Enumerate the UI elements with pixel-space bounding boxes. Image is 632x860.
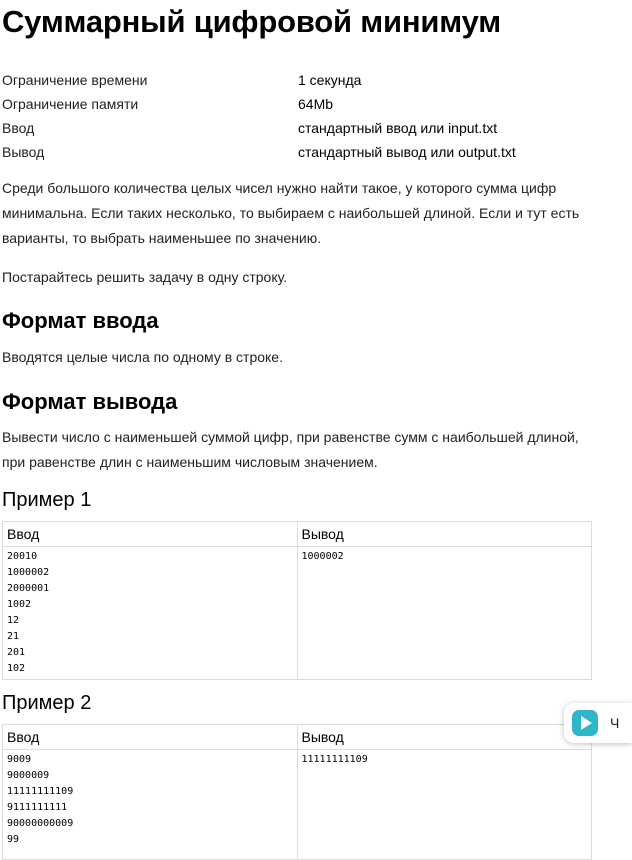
limit-row-time <box>2 68 602 92</box>
play-triangle-icon <box>572 710 598 736</box>
example-1-heading: Пример 1 <box>2 489 92 511</box>
limit-label: Ограничение памяти <box>2 96 139 112</box>
example-2-output <box>297 750 592 860</box>
example-output-header: Вывод <box>297 725 592 750</box>
example-1-table <box>2 521 592 680</box>
input-line: 12 <box>7 615 20 626</box>
input-format-text: Вводятся целые числа по одному в строке. <box>2 349 283 365</box>
example-input-header: Ввод <box>3 522 298 547</box>
input-line: 102 <box>7 663 26 674</box>
statement-line: минимальна. Если таких несколько, то выбираем с наибольшей длиной. Если и тут есть <box>2 205 580 221</box>
limit-label: Ограничение времени <box>2 72 148 88</box>
limit-label: Ввод <box>2 120 35 136</box>
output-format-line: при равенстве длин с наименьшим числовым значением. <box>2 454 378 470</box>
input-line: 201 <box>7 647 26 658</box>
limit-value: стандартный вывод или output.txt <box>298 144 516 160</box>
limit-value: 64Mb <box>298 96 334 112</box>
output-format-text <box>2 425 602 475</box>
input-format-heading: Формат ввода <box>2 308 159 333</box>
page-title: Суммарный цифровой минимум <box>2 4 501 39</box>
limit-value: стандартный ввод или input.txt <box>298 120 498 136</box>
chat-widget-label: Ч <box>610 715 620 731</box>
limit-label: Вывод <box>2 144 45 160</box>
input-line: 20010 <box>7 551 38 562</box>
input-line: 99 <box>7 834 20 845</box>
input-line: 11111111109 <box>7 786 74 797</box>
input-line: 9009 <box>7 754 32 765</box>
statement-line: Среди большого количества целых чисел нужно найти такое, у которого сумма цифр <box>2 180 557 196</box>
output-line: 1000002 <box>301 551 344 562</box>
example-input-header: Ввод <box>3 725 298 750</box>
example-2-table <box>2 724 592 860</box>
input-line: 9000009 <box>7 770 50 781</box>
output-line: 11111111109 <box>301 754 368 765</box>
limit-row-input <box>2 116 602 140</box>
input-line: 21 <box>7 631 20 642</box>
limit-value: 1 секунда <box>298 72 362 88</box>
example-1-output <box>297 547 592 680</box>
chat-widget[interactable] <box>564 703 632 743</box>
output-format-heading: Формат вывода <box>2 389 178 414</box>
input-line: 90000000009 <box>7 818 74 829</box>
statement-paragraph <box>2 176 602 251</box>
input-line: 1000002 <box>7 567 50 578</box>
example-1-input <box>3 547 298 680</box>
example-output-header: Вывод <box>297 522 592 547</box>
limit-row-output <box>2 140 602 164</box>
statement-note: Постарайтесь решить задачу в одну строку. <box>2 269 288 285</box>
example-2-input <box>3 750 298 860</box>
example-2-heading: Пример 2 <box>2 692 92 714</box>
limit-row-memory <box>2 92 602 116</box>
input-line: 1002 <box>7 599 32 610</box>
output-format-line: Вывести число с наименьшей суммой цифр, при равенстве сумм с наибольшей длиной, <box>2 429 579 445</box>
limits-table <box>2 68 602 164</box>
input-line: 2000001 <box>7 583 50 594</box>
statement-line: варианты, то выбрать наименьшее по значению. <box>2 230 322 246</box>
input-line: 9111111111 <box>7 802 68 813</box>
